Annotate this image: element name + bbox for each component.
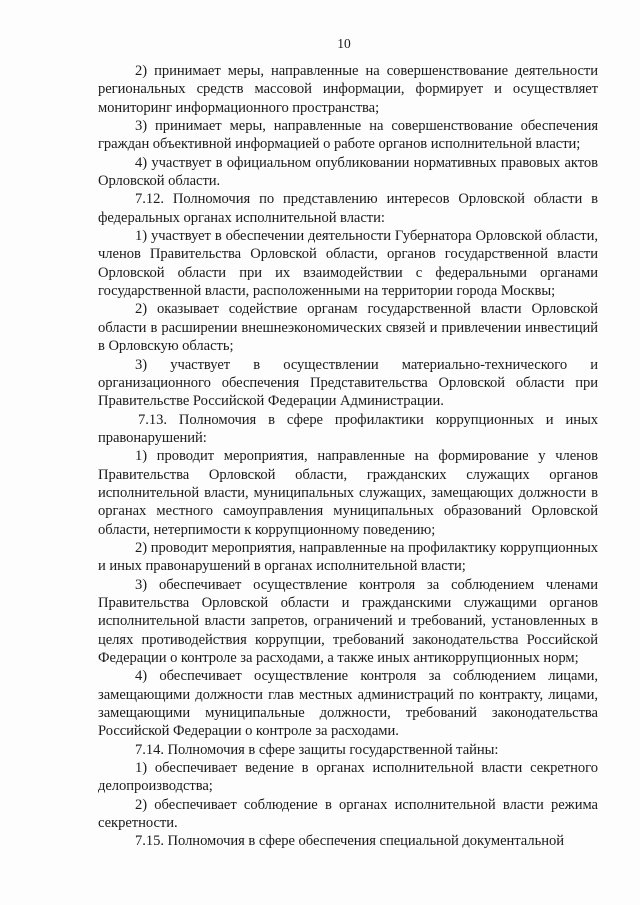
section-heading: 7.14. Полномочия в сфере защиты государственной тайны:: [135, 741, 499, 758]
paragraph: 4) участвует в официальном опубликовании нормативных правовых актов Орловской области.: [98, 154, 598, 190]
paragraph: 2) проводит мероприятия, направленные на профилактику коррупционных и иных правонарушений в органах исполнительной власти;: [98, 539, 598, 575]
paragraph: 4) обеспечивает осуществление контроля за соблюдением лицами, замещающими должности глав местных администраций по контракту, лицами, замещающими муниципальные должности, требований законодательства Российской Федерации о контроле за расходами.: [98, 668, 598, 740]
paragraph: 3) принимает меры, направленные на совершенствование обеспечения граждан объективной информацией о работе органов исполнительной власти;: [98, 118, 598, 153]
paragraph: 3) участвует в осуществлении материально-технического и организационного обеспечения Представительства Орловской области при Правительстве Российской Федерации Администрации.: [98, 356, 598, 410]
paragraph: 1) участвует в обеспечении деятельности Губернатора Орловской области, членов Правительства Орловской области, органов государственной власти Орловской области при их взаимодействии с федеральными органами государственной власти, расположенными на территории города Москвы;: [98, 228, 598, 300]
section-heading: 7.12. Полномочия по представлению интересов Орловской области в федеральных органах исполнительной власти:: [98, 191, 598, 226]
section-heading: 7.15. Полномочия в сфере обеспечения специальной документальной: [135, 833, 564, 850]
paragraph: 3) обеспечивает осуществление контроля за соблюдением членами Правительства Орловской области и гражданскими служащими органов исполнительной власти запретов, ограничений и требований, установленных в целях противодействия коррупции, требований законодательства Российской Федерации о контроле за расходами, а также иных антикоррупционных норм;: [98, 576, 598, 666]
section-heading: 7.13. Полномочия в сфере профилактики коррупционных и иных правонарушений:: [98, 411, 598, 446]
paragraph: 2) принимает меры, направленные на совершенствование деятельности региональных средств массовой информации, формирует и осуществляет мониторинг информационного пространства;: [98, 63, 598, 116]
document-body: [98, 62, 598, 851]
paragraph: 2) обеспечивает соблюдение в органах исполнительной власти режима секретности.: [98, 796, 598, 832]
paragraph: 1) проводит мероприятия, направленные на формирование у членов Правительства Орловской области, гражданских служащих органов исполнительной власти, муниципальных служащих, замещающих должности в органах местного самоуправления муниципальных образований Орловской области, нетерпимости к коррупционному поведению;: [98, 448, 598, 538]
page-number: 10: [337, 36, 351, 51]
paragraph: 2) оказывает содействие органам государственной власти Орловской области в расширении внешнеэкономических связей и привлечении инвестиций в Орловскую область;: [98, 301, 598, 355]
paragraph: 1) обеспечивает ведение в органах исполнительной власти секретного делопроизводства;: [98, 760, 598, 795]
